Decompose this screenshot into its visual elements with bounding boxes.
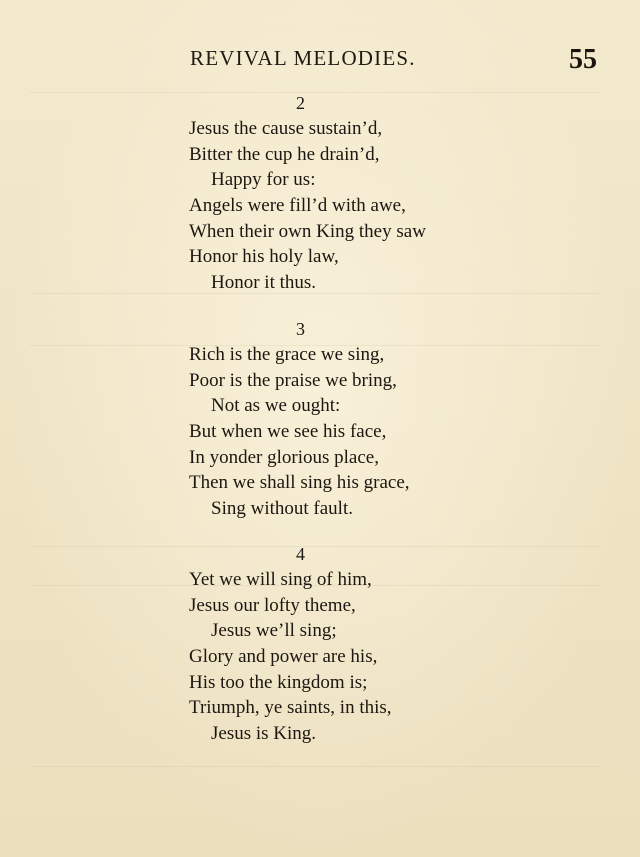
verse-line: Poor is the praise we bring,	[189, 369, 397, 391]
verse-line: Honor his holy law,	[189, 246, 339, 268]
verse-line: His too the kingdom is;	[189, 671, 368, 693]
verse-line: Not as we ought:	[211, 395, 341, 417]
stanza	[189, 92, 509, 296]
stanza-number: 3	[296, 319, 305, 339]
verse-line: In yonder glorious place,	[189, 446, 379, 468]
verse-line: Bitter the cup he drain’d,	[189, 143, 380, 165]
verse-line: Jesus is King.	[211, 723, 317, 745]
verse-line: Jesus our lofty theme,	[189, 594, 356, 616]
stanza-number: 2	[296, 93, 305, 113]
verse-line: Then we shall sing his grace,	[189, 472, 410, 494]
running-title: REVIVAL MELODIES.	[190, 46, 416, 70]
verse-line: Jesus the cause sustain’d,	[189, 118, 383, 139]
verse-line: Triumph, ye saints, in this,	[189, 697, 392, 719]
stanza	[189, 543, 509, 747]
verse-line: But when we see his face,	[189, 421, 387, 443]
verse-line: Rich is the grace we sing,	[189, 344, 385, 365]
verse-line: When their own King they saw	[189, 220, 426, 242]
page-number: 55	[569, 44, 597, 75]
verse-line: Honor it thus.	[211, 272, 317, 294]
verse-line: Jesus we’ll sing;	[211, 620, 337, 642]
stanza	[189, 318, 509, 522]
verse-line: Sing without fault.	[211, 498, 353, 520]
stanza-number: 4	[296, 544, 305, 564]
verse-line: Angels were fill’d with awe,	[189, 195, 406, 217]
verse-line: Glory and power are his,	[189, 646, 378, 668]
verse-line: Yet we will sing of him,	[189, 569, 372, 590]
verse-line: Happy for us:	[211, 169, 316, 191]
